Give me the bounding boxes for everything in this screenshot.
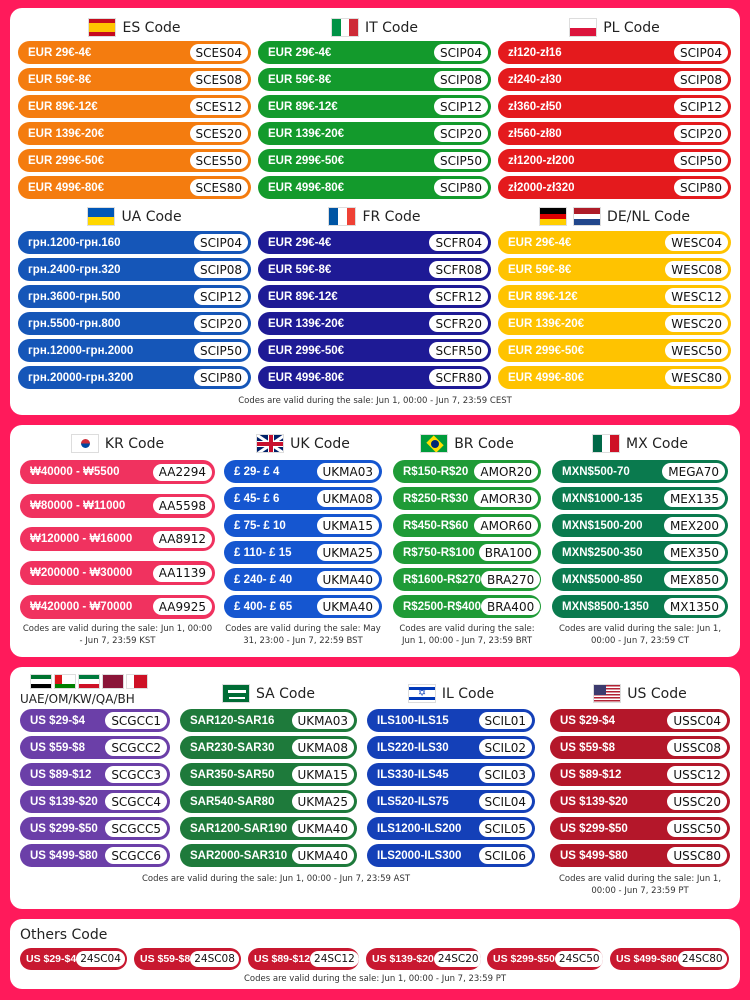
coupon-amount: ILS220-ILS30 [377, 741, 449, 754]
coupon-code[interactable]: SCIP04 [674, 44, 728, 61]
coupon-code[interactable]: AA2294 [153, 464, 212, 481]
kr-note: Codes are valid during the sale: Jun 1, 00:00 - Jun 7, 23:59 KST [22, 624, 213, 646]
coupon-code[interactable]: SCIL04 [479, 793, 533, 810]
coupon-amount: US $89-$12 [254, 953, 311, 965]
coupon-amount: EUR 59€-8€ [28, 73, 92, 86]
others-coupon-row [610, 948, 729, 970]
coupon-amount: £ 400- £ 65 [234, 600, 293, 613]
coupon-code[interactable]: SCFR80 [429, 369, 488, 386]
others-coupon-row [487, 948, 603, 970]
saudi-flag-icon [222, 684, 250, 703]
coupon-amount: MXN$5000-850 [562, 573, 643, 586]
coupon-amount: SAR1200-SAR190 [190, 822, 288, 835]
coupon-amount: US $139-$20 [372, 953, 434, 965]
coupon-amount: ILS330-ILS45 [377, 768, 449, 781]
coupon-amount: ₩420000 - ₩70000 [30, 600, 133, 613]
coupon-code[interactable]: SCES80 [190, 179, 248, 196]
coupon-amount: R$750-R$100 [403, 546, 475, 559]
others-coupon-row [366, 948, 481, 970]
il-code-heading: IL Code [441, 685, 495, 702]
coupon-amount: EUR 29€-4€ [268, 46, 332, 59]
coupon-amount: EUR 139€-20€ [268, 317, 345, 330]
coupon-amount: MXN$1000-135 [562, 492, 643, 505]
coupon-amount: грн.1200-грн.160 [28, 236, 121, 249]
coupon-code[interactable]: SCIP12 [674, 98, 728, 115]
coupon-amount: zł360-zł50 [508, 100, 562, 113]
coupon-code[interactable]: AA8912 [153, 531, 212, 548]
coupon-amount: US $499-$80 [560, 849, 628, 862]
coupon-code[interactable]: SCIL02 [479, 739, 533, 756]
mx-note: Codes are valid during the sale: Jun 1, 00:00 - Jun 7, 23:59 CT [558, 624, 722, 646]
coupon-row [367, 790, 535, 813]
us-column [550, 0, 730, 900]
coupon-amount: MXN$2500-350 [562, 546, 643, 559]
coupon-code[interactable]: SCFR20 [429, 315, 488, 332]
coupon-amount: грн.3600-грн.500 [28, 290, 121, 303]
coupon-amount: US $89-$12 [30, 768, 92, 781]
mideast-footer-note: Codes are valid during the sale: Jun 1, 00:00 - Jun 7, 23:59 AST [141, 874, 411, 884]
coupon-amount: MXN$500-70 [562, 465, 630, 478]
coupon-amount: SAR350-SAR50 [190, 768, 275, 781]
coupon-code[interactable]: UKMA25 [292, 793, 354, 810]
coupon-row [180, 790, 357, 813]
coupon-code[interactable]: SCGCC2 [105, 739, 167, 756]
coupon-code[interactable]: SCIP08 [194, 261, 248, 278]
coupon-code[interactable]: SCFR08 [429, 261, 488, 278]
coupon-code[interactable]: SCIP08 [434, 71, 488, 88]
coupon-code[interactable]: USSC12 [667, 766, 727, 783]
coupon-amount: EUR 139€-20€ [508, 317, 585, 330]
coupon-code[interactable]: SCIL06 [479, 847, 533, 864]
fr-code-heading: FR Code [362, 208, 421, 225]
usa-flag-icon [593, 684, 621, 703]
ua-code-heading: UA Code [121, 208, 182, 225]
coupon-amount: ILS1200-ILS200 [377, 822, 462, 835]
coupon-code[interactable]: UKMA08 [292, 739, 354, 756]
coupon-amount: US $59-$8 [140, 953, 191, 965]
uae-code-heading: UAE/OM/KW/QA/BH [20, 692, 135, 706]
coupon-amount: EUR 139€-20€ [28, 127, 105, 140]
coupon-amount: SAR120-SAR16 [190, 714, 275, 727]
coupon-row [367, 763, 535, 786]
coupon-amount: EUR 299€-50€ [268, 344, 345, 357]
coupon-row [550, 790, 730, 813]
coupon-code[interactable]: AMOR60 [474, 517, 538, 534]
coupon-amount: MXN$1500-200 [562, 519, 643, 532]
coupon-code[interactable]: SCIP08 [674, 71, 728, 88]
coupon-row [20, 709, 170, 732]
coupon-amount: ILS100-ILS15 [377, 714, 449, 727]
il-header [367, 684, 535, 703]
coupon-row [367, 736, 535, 759]
br-note: Codes are valid during the sale: Jun 1, 00:00 - Jun 7, 23:59 BRT [399, 624, 535, 646]
coupon-amount: R$1600-R$270 [403, 573, 482, 586]
coupon-code[interactable]: BRA270 [481, 571, 540, 588]
coupon-code[interactable]: SCIP50 [674, 152, 728, 169]
coupon-code[interactable]: USSC20 [667, 793, 727, 810]
us-note: Codes are valid during the sale: Jun 1, 00:00 - Jun 7, 23:59 PT [558, 874, 722, 896]
coupon-row [550, 763, 730, 786]
kr-code-heading: KR Code [104, 435, 165, 452]
coupon-code[interactable]: SCIP20 [674, 125, 728, 142]
coupon-amount: EUR 89€-12€ [268, 100, 338, 113]
coupon-row [550, 709, 730, 732]
coupon-code[interactable]: UKMA40 [292, 847, 354, 864]
sa-column [180, 0, 357, 900]
coupon-code[interactable]: WESC20 [665, 315, 728, 332]
uk-note: Codes are valid during the sale: May 31, 23:00 - Jun 7, 22:59 BST [225, 624, 381, 646]
coupon-amount: £ 45- £ 6 [234, 492, 280, 505]
coupon-code[interactable]: MEGA70 [662, 463, 725, 480]
coupon-code[interactable]: SCIL01 [479, 712, 533, 729]
coupon-amount: SAR230-SAR30 [190, 741, 275, 754]
coupon-amount: EUR 139€-20€ [268, 127, 345, 140]
coupon-code[interactable]: SCIP04 [434, 44, 488, 61]
coupon-amount: US $299-$50 [493, 953, 555, 965]
coupon-code[interactable]: AMOR30 [474, 490, 538, 507]
coupon-code[interactable]: 24SC50 [555, 951, 603, 967]
coupon-amount: US $499-$80 [30, 849, 98, 862]
coupon-amount: US $29-$4 [30, 714, 85, 727]
coupon-code[interactable]: USSC04 [667, 712, 727, 729]
es-code-heading: ES Code [122, 19, 181, 36]
coupon-code[interactable]: SCIP04 [194, 234, 248, 251]
coupon-code[interactable]: SCGCC6 [105, 847, 167, 864]
coupon-amount: zł2000-zł320 [508, 181, 575, 194]
coupon-code[interactable]: UKMA40 [292, 820, 354, 837]
coupon-row [550, 844, 730, 867]
coupon-code[interactable]: SCFR50 [429, 342, 488, 359]
coupon-amount: SAR2000-SAR310 [190, 849, 288, 862]
coupon-code[interactable]: UKMA08 [317, 490, 379, 507]
coupon-row [20, 736, 170, 759]
coupon-amount: ₩200000 - ₩30000 [30, 567, 133, 580]
coupon-code[interactable]: BRA400 [481, 598, 540, 615]
coupon-amount: R$250-R$30 [403, 492, 469, 505]
coupon-amount: EUR 499€-80€ [508, 371, 585, 384]
coupon-amount: EUR 29€-4€ [28, 46, 92, 59]
uk-code-heading: UK Code [290, 435, 350, 452]
coupon-amount: EUR 499€-80€ [268, 181, 345, 194]
coupon-code[interactable]: SCES20 [190, 125, 248, 142]
sa-code-heading: SA Code [255, 685, 315, 702]
coupon-code[interactable]: WESC08 [665, 261, 728, 278]
it-code-heading: IT Code [365, 19, 418, 36]
coupon-amount: EUR 299€-50€ [28, 154, 105, 167]
coupon-code[interactable]: SCGCC5 [105, 820, 167, 837]
coupon-code[interactable]: MEX135 [664, 490, 725, 507]
coupon-code[interactable]: USSC08 [667, 739, 727, 756]
coupon-amount: £ 110- £ 15 [234, 546, 292, 559]
coupon-code[interactable]: SCIP80 [194, 369, 248, 386]
coupon-amount: zł1200-zł200 [508, 154, 575, 167]
coupon-amount: R$450-R$60 [403, 519, 469, 532]
coupon-row [20, 790, 170, 813]
coupon-amount: R$2500-R$400 [403, 600, 482, 613]
coupon-amount: zł120-zł16 [508, 46, 562, 59]
coupon-code[interactable]: UKMA15 [317, 517, 379, 534]
coupon-amount: US $299-$50 [30, 822, 98, 835]
coupon-amount: ₩120000 - ₩16000 [30, 533, 133, 546]
coupon-row [550, 817, 730, 840]
others-coupon-row [248, 948, 359, 970]
uae-column [20, 0, 170, 900]
coupon-code[interactable]: BRA100 [479, 544, 538, 561]
coupon-row [20, 763, 170, 786]
coupon-code[interactable]: SCIP50 [434, 152, 488, 169]
coupon-amount: US $499-$80 [616, 953, 678, 965]
coupon-amount: £ 29- £ 4 [234, 465, 280, 478]
coupon-amount: zł240-zł30 [508, 73, 562, 86]
coupon-code[interactable]: SCIP80 [674, 179, 728, 196]
coupon-amount: EUR 59€-8€ [508, 263, 572, 276]
coupon-amount: R$150-R$20 [403, 465, 469, 478]
coupon-code[interactable]: AA5598 [153, 497, 212, 514]
sa-header [180, 684, 357, 703]
coupon-code[interactable]: 24SC04 [76, 951, 125, 967]
coupon-code[interactable]: 24SC20 [434, 951, 481, 967]
coupon-code[interactable]: WESC12 [665, 288, 728, 305]
coupon-amount: грн.5500-грн.800 [28, 317, 121, 330]
coupon-code[interactable]: SCIP80 [434, 179, 488, 196]
coupon-row [180, 844, 357, 867]
coupon-code[interactable]: UKMA40 [317, 571, 379, 588]
coupon-code[interactable]: MX1350 [664, 598, 725, 615]
coupon-code[interactable]: SCIP20 [434, 125, 488, 142]
others-footer-note: Codes are valid during the sale: Jun 1, 00:00 - Jun 7, 23:59 PT [243, 974, 507, 984]
coupon-code[interactable]: SCGCC1 [105, 712, 167, 729]
coupon-row [367, 817, 535, 840]
coupon-code[interactable]: SCFR12 [429, 288, 488, 305]
coupon-row [180, 736, 357, 759]
coupon-amount: zł560-zł80 [508, 127, 562, 140]
coupon-amount: £ 240- £ 40 [234, 573, 293, 586]
coupon-code[interactable]: UKMA15 [292, 766, 354, 783]
coupon-code[interactable]: AMOR20 [474, 463, 538, 480]
coupon-code[interactable]: SCFR04 [429, 234, 488, 251]
denl-code-heading: DE/NL Code [607, 208, 690, 225]
coupon-code[interactable]: SCES50 [190, 152, 248, 169]
coupon-amount: EUR 299€-50€ [508, 344, 585, 357]
coupon-row [180, 817, 357, 840]
coupon-amount: US $29-$4 [26, 953, 77, 965]
coupon-code[interactable]: UKMA40 [317, 598, 379, 615]
coupon-code[interactable]: WESC50 [665, 342, 728, 359]
coupon-amount: EUR 29€-4€ [268, 236, 332, 249]
coupon-amount: EUR 89€-12€ [508, 290, 578, 303]
others-coupon-row [134, 948, 241, 970]
coupon-row [180, 709, 357, 732]
coupon-amount: грн.12000-грн.2000 [28, 344, 134, 357]
coupon-amount: US $139-$20 [560, 795, 628, 808]
coupon-amount: MXN$8500-1350 [562, 600, 649, 613]
coupon-amount: EUR 499€-80€ [268, 371, 345, 384]
coupon-code[interactable]: 24SC12 [310, 951, 359, 967]
coupon-code[interactable]: SCGCC3 [105, 766, 167, 783]
coupon-amount: грн.2400-грн.320 [28, 263, 121, 276]
coupon-code[interactable]: UKMA03 [317, 463, 379, 480]
coupon-row [20, 844, 170, 867]
coupon-amount: US $139-$20 [30, 795, 98, 808]
coupon-code[interactable]: AA1139 [153, 565, 212, 582]
coupon-code[interactable]: SCGCC4 [105, 793, 167, 810]
coupon-code[interactable]: UKMA25 [317, 544, 379, 561]
coupon-code[interactable]: SCIP12 [194, 288, 248, 305]
coupon-code[interactable]: SCIP12 [434, 98, 488, 115]
coupon-code[interactable]: AA9925 [153, 598, 212, 615]
others-code-heading: Others Code [20, 927, 108, 943]
coupon-code[interactable]: MEX350 [664, 544, 725, 561]
il-column [367, 0, 535, 900]
coupon-code[interactable]: MEX850 [664, 571, 725, 588]
coupon-code[interactable]: WESC80 [665, 369, 728, 386]
coupon-amount: грн.20000-грн.3200 [28, 371, 134, 384]
coupon-code[interactable]: USSC80 [667, 847, 727, 864]
others-coupon-row [20, 948, 127, 970]
coupon-code[interactable]: SCIP50 [194, 342, 248, 359]
coupon-amount: US $299-$50 [560, 822, 628, 835]
coupon-code[interactable]: MEX200 [664, 517, 725, 534]
coupon-amount: EUR 29€-4€ [508, 236, 572, 249]
coupon-row [367, 844, 535, 867]
gulf-flags-icon [30, 674, 150, 689]
br-code-heading: BR Code [454, 435, 514, 452]
coupon-amount: EUR 499€-80€ [28, 181, 105, 194]
europe-footer-note: Codes are valid during the sale: Jun 1, 00:00 - Jun 7, 23:59 CEST [238, 396, 512, 406]
coupon-amount: ₩40000 - ₩5500 [30, 466, 120, 478]
coupon-code[interactable]: 24SC08 [190, 951, 239, 967]
coupon-code[interactable]: WESC04 [665, 234, 728, 251]
us-code-heading: US Code [627, 685, 687, 702]
coupon-amount: US $59-$8 [30, 741, 85, 754]
coupon-code[interactable]: SCES12 [190, 98, 248, 115]
coupon-amount: EUR 89€-12€ [268, 290, 338, 303]
coupon-row [367, 709, 535, 732]
coupon-amount: EUR 89€-12€ [28, 100, 98, 113]
coupon-row [180, 763, 357, 786]
coupon-row [550, 736, 730, 759]
coupon-code[interactable]: SCIL05 [479, 820, 533, 837]
coupon-amount: ILS2000-ILS300 [377, 849, 462, 862]
coupon-amount: US $29-$4 [560, 714, 615, 727]
us-header [550, 684, 730, 703]
coupon-amount: EUR 59€-8€ [268, 73, 332, 86]
coupon-amount: ₩80000 - ₩11000 [30, 499, 126, 512]
coupon-code[interactable]: SCIL03 [479, 766, 533, 783]
coupon-amount: EUR 299€-50€ [268, 154, 345, 167]
coupon-code[interactable]: 24SC80 [678, 951, 727, 967]
israel-flag-icon: ✡ [408, 684, 436, 703]
coupon-code[interactable]: SCIP20 [194, 315, 248, 332]
coupon-code[interactable]: SCES04 [190, 44, 248, 61]
coupon-amount: £ 75- £ 10 [234, 519, 286, 532]
coupon-amount: EUR 59€-8€ [268, 263, 332, 276]
coupon-amount: SAR540-SAR80 [190, 795, 275, 808]
coupon-amount: US $59-$8 [560, 741, 615, 754]
mx-code-heading: MX Code [626, 435, 688, 452]
coupon-row [20, 817, 170, 840]
coupon-amount: US $89-$12 [560, 768, 622, 781]
coupon-code[interactable]: UKMA03 [292, 712, 354, 729]
coupon-code[interactable]: SCES08 [190, 71, 248, 88]
pl-code-heading: PL Code [603, 19, 660, 36]
coupon-amount: ILS520-ILS75 [377, 795, 449, 808]
coupon-code[interactable]: USSC50 [667, 820, 727, 837]
